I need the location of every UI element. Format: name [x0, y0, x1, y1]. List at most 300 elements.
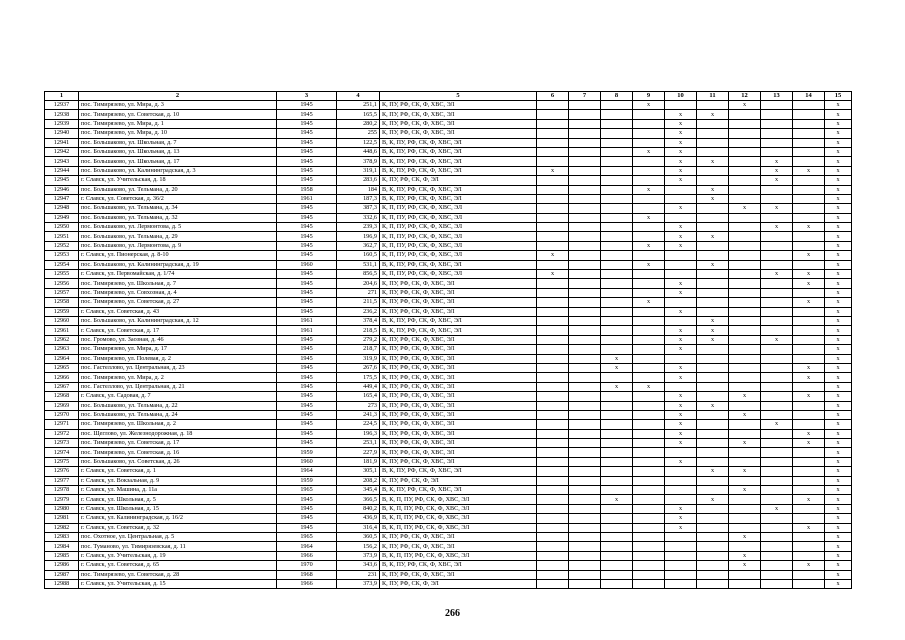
systems-cell: К, ПУ, РФ, СК, Ф, ХВС, ЭЛ — [380, 542, 537, 551]
mark-cell-col-13: x — [761, 335, 793, 344]
year-cell: 1945 — [277, 110, 337, 119]
mark-cell-col-6 — [537, 561, 569, 570]
systems-cell: В, К, ПУ, РФ, СК, Ф, ХВС, ЭЛ — [380, 157, 537, 166]
address-cell: г. Славск, ул. Советская, д. 65 — [79, 561, 277, 570]
mark-cell-col-7 — [569, 213, 601, 222]
year-cell: 1945 — [277, 401, 337, 410]
mark-cell-col-12: x — [729, 551, 761, 560]
mark-cell-col-14: x — [793, 523, 825, 532]
mark-cell-col-9: x — [633, 241, 665, 250]
mark-cell-col-14 — [793, 147, 825, 156]
row-number-cell: 12947 — [45, 194, 79, 203]
mark-cell-col-7 — [569, 101, 601, 110]
mark-cell-col-14 — [793, 514, 825, 523]
address-cell: пос. Тимирязево, ул. Мира, д. 17 — [79, 345, 277, 354]
address-cell: г. Славск, ул. Садовая, д. 7 — [79, 392, 277, 401]
row-number-cell: 12981 — [45, 514, 79, 523]
table-row — [45, 270, 852, 279]
row-number-cell: 12969 — [45, 401, 79, 410]
mark-cell-col-6 — [537, 514, 569, 523]
area-cell: 175,5 — [337, 373, 380, 382]
mark-cell-col-10: x — [665, 420, 697, 429]
mark-cell-col-15: x — [825, 373, 852, 382]
mark-cell-col-14 — [793, 176, 825, 185]
address-cell: пос. Большаково, ул. Советская, д. 26 — [79, 457, 277, 466]
mark-cell-col-9 — [633, 523, 665, 532]
mark-cell-col-14 — [793, 185, 825, 194]
mark-cell-col-7 — [569, 307, 601, 316]
mark-cell-col-14 — [793, 579, 825, 588]
mark-cell-col-6 — [537, 260, 569, 269]
mark-cell-col-13 — [761, 476, 793, 485]
year-cell: 1960 — [277, 260, 337, 269]
mark-cell-col-12 — [729, 382, 761, 391]
mark-cell-col-12 — [729, 542, 761, 551]
table-body — [45, 92, 852, 589]
table-row — [45, 147, 852, 156]
mark-cell-col-7 — [569, 514, 601, 523]
mark-cell-col-10 — [665, 532, 697, 541]
mark-cell-col-12 — [729, 523, 761, 532]
mark-cell-col-13 — [761, 363, 793, 372]
year-cell: 1945 — [277, 495, 337, 504]
mark-cell-col-6 — [537, 232, 569, 241]
area-cell: 251,1 — [337, 101, 380, 110]
mark-cell-col-6 — [537, 392, 569, 401]
mark-cell-col-15: x — [825, 176, 852, 185]
mark-cell-col-7 — [569, 185, 601, 194]
mark-cell-col-10 — [665, 194, 697, 203]
mark-cell-col-11 — [697, 138, 729, 147]
area-cell: 366,5 — [337, 495, 380, 504]
mark-cell-col-7 — [569, 363, 601, 372]
mark-cell-col-13 — [761, 316, 793, 325]
row-number-cell: 12970 — [45, 410, 79, 419]
mark-cell-col-8 — [601, 251, 633, 260]
header-cell: 12 — [729, 92, 761, 101]
mark-cell-col-7 — [569, 439, 601, 448]
mark-cell-col-8 — [601, 392, 633, 401]
mark-cell-col-13 — [761, 345, 793, 354]
mark-cell-col-11 — [697, 570, 729, 579]
mark-cell-col-10: x — [665, 392, 697, 401]
mark-cell-col-9 — [633, 514, 665, 523]
mark-cell-col-10 — [665, 570, 697, 579]
mark-cell-col-14: x — [793, 429, 825, 438]
address-cell: пос. Большаково, ул. Лермонтова, д. 5 — [79, 223, 277, 232]
mark-cell-col-6: x — [537, 166, 569, 175]
mark-cell-col-8 — [601, 157, 633, 166]
table-row — [45, 561, 852, 570]
mark-cell-col-13 — [761, 467, 793, 476]
mark-cell-col-11 — [697, 279, 729, 288]
mark-cell-col-11: x — [697, 110, 729, 119]
mark-cell-col-12 — [729, 260, 761, 269]
address-cell: пос. Громово, ул. Заозная, д. 46 — [79, 335, 277, 344]
year-cell: 1961 — [277, 194, 337, 203]
mark-cell-col-6 — [537, 138, 569, 147]
mark-cell-col-10 — [665, 476, 697, 485]
area-cell: 283,6 — [337, 176, 380, 185]
mark-cell-col-12 — [729, 288, 761, 297]
mark-cell-col-12 — [729, 119, 761, 128]
address-cell: пос. Тимирязево, ул. Мира, д. 10 — [79, 129, 277, 138]
mark-cell-col-9 — [633, 439, 665, 448]
row-number-cell: 12963 — [45, 345, 79, 354]
systems-cell: К, ПУ, РФ, СК, Ф, ХВС, ЭЛ — [380, 354, 537, 363]
table-row — [45, 326, 852, 335]
mark-cell-col-12 — [729, 194, 761, 203]
address-cell: г. Славск, ул. Учительская, д. 19 — [79, 551, 277, 560]
mark-cell-col-10: x — [665, 204, 697, 213]
mark-cell-col-8 — [601, 523, 633, 532]
header-cell: 3 — [277, 92, 337, 101]
area-cell: 227,9 — [337, 448, 380, 457]
mark-cell-col-15: x — [825, 467, 852, 476]
mark-cell-col-13 — [761, 551, 793, 560]
mark-cell-col-15: x — [825, 166, 852, 175]
mark-cell-col-10: x — [665, 129, 697, 138]
mark-cell-col-8 — [601, 561, 633, 570]
table-row — [45, 176, 852, 185]
mark-cell-col-12: x — [729, 532, 761, 541]
mark-cell-col-10 — [665, 467, 697, 476]
mark-cell-col-6 — [537, 147, 569, 156]
mark-cell-col-11: x — [697, 157, 729, 166]
area-cell: 280,2 — [337, 119, 380, 128]
mark-cell-col-8: x — [601, 382, 633, 391]
mark-cell-col-15: x — [825, 514, 852, 523]
mark-cell-col-15: x — [825, 579, 852, 588]
mark-cell-col-14 — [793, 476, 825, 485]
area-cell: 305,1 — [337, 467, 380, 476]
systems-cell: К, ПУ, РФ, СК, Ф, ХВС, ЭЛ — [380, 382, 537, 391]
mark-cell-col-9 — [633, 401, 665, 410]
year-cell: 1965 — [277, 532, 337, 541]
mark-cell-col-7 — [569, 204, 601, 213]
table-row — [45, 354, 852, 363]
table-row — [45, 129, 852, 138]
area-cell: 387,3 — [337, 204, 380, 213]
systems-cell: К, ПУ, РФ, СК, Ф, ХВС, ЭЛ — [380, 345, 537, 354]
row-number-cell: 12978 — [45, 486, 79, 495]
mark-cell-col-8 — [601, 410, 633, 419]
table-row — [45, 241, 852, 250]
table-row — [45, 138, 852, 147]
address-cell: пос. Большаково, ул. Тельмана, д. 29 — [79, 232, 277, 241]
mark-cell-col-7 — [569, 129, 601, 138]
row-number-cell: 12937 — [45, 101, 79, 110]
row-number-cell: 12980 — [45, 504, 79, 513]
mark-cell-col-7 — [569, 467, 601, 476]
header-cell: 11 — [697, 92, 729, 101]
table-row — [45, 467, 852, 476]
row-number-cell: 12982 — [45, 523, 79, 532]
mark-cell-col-15: x — [825, 119, 852, 128]
mark-cell-col-9 — [633, 316, 665, 325]
mark-cell-col-7 — [569, 457, 601, 466]
mark-cell-col-13 — [761, 354, 793, 363]
mark-cell-col-13 — [761, 579, 793, 588]
mark-cell-col-7 — [569, 420, 601, 429]
mark-cell-col-12 — [729, 504, 761, 513]
mark-cell-col-10: x — [665, 439, 697, 448]
mark-cell-col-8 — [601, 241, 633, 250]
address-cell: пос. Туманово, ул. Тимирязевская, д. 11 — [79, 542, 277, 551]
mark-cell-col-11 — [697, 251, 729, 260]
address-cell: г. Славск, ул. Вокзальная, д. 9 — [79, 476, 277, 485]
area-cell: 211,5 — [337, 298, 380, 307]
mark-cell-col-9 — [633, 532, 665, 541]
table-row — [45, 457, 852, 466]
mark-cell-col-11 — [697, 392, 729, 401]
year-cell: 1945 — [277, 251, 337, 260]
mark-cell-col-15: x — [825, 307, 852, 316]
mark-cell-col-8 — [601, 194, 633, 203]
table-row — [45, 392, 852, 401]
mark-cell-col-8: x — [601, 363, 633, 372]
systems-cell: В, К, ПУ, РФ, СК, Ф, ХВС, ЭЛ — [380, 486, 537, 495]
mark-cell-col-11 — [697, 486, 729, 495]
row-number-cell: 12988 — [45, 579, 79, 588]
mark-cell-col-10 — [665, 579, 697, 588]
table-row — [45, 523, 852, 532]
address-cell: г. Славск, ул. Учительская, д. 15 — [79, 579, 277, 588]
row-number-cell: 12964 — [45, 354, 79, 363]
year-cell: 1945 — [277, 439, 337, 448]
row-number-cell: 12948 — [45, 204, 79, 213]
mark-cell-col-11 — [697, 204, 729, 213]
mark-cell-col-7 — [569, 251, 601, 260]
systems-cell: К, П, ПУ, РФ, СК, Ф, ХВС, ЭЛ — [380, 232, 537, 241]
mark-cell-col-7 — [569, 260, 601, 269]
mark-cell-col-11 — [697, 457, 729, 466]
mark-cell-col-9 — [633, 410, 665, 419]
mark-cell-col-7 — [569, 166, 601, 175]
row-number-cell: 12984 — [45, 542, 79, 551]
mark-cell-col-11 — [697, 542, 729, 551]
area-cell: 218,5 — [337, 326, 380, 335]
area-cell: 122,5 — [337, 138, 380, 147]
mark-cell-col-7 — [569, 345, 601, 354]
mark-cell-col-9 — [633, 429, 665, 438]
mark-cell-col-6 — [537, 335, 569, 344]
systems-cell: В, К, П, ПУ, РФ, СК, Ф, ХВС, ЭЛ — [380, 514, 537, 523]
mark-cell-col-14 — [793, 232, 825, 241]
row-number-cell: 12966 — [45, 373, 79, 382]
mark-cell-col-6 — [537, 157, 569, 166]
mark-cell-col-15: x — [825, 392, 852, 401]
row-number-cell: 12942 — [45, 147, 79, 156]
area-cell: 267,6 — [337, 363, 380, 372]
mark-cell-col-14 — [793, 448, 825, 457]
mark-cell-col-10 — [665, 101, 697, 110]
mark-cell-col-8 — [601, 335, 633, 344]
mark-cell-col-8 — [601, 429, 633, 438]
header-cell: 7 — [569, 92, 601, 101]
systems-cell: В, К, ПУ, РФ, СК, Ф, ХВС, ЭЛ — [380, 326, 537, 335]
year-cell: 1945 — [277, 335, 337, 344]
mark-cell-col-7 — [569, 410, 601, 419]
mark-cell-col-14 — [793, 119, 825, 128]
mark-cell-col-14: x — [793, 298, 825, 307]
mark-cell-col-9 — [633, 486, 665, 495]
mark-cell-col-12: x — [729, 392, 761, 401]
mark-cell-col-8 — [601, 101, 633, 110]
table-row — [45, 101, 852, 110]
mark-cell-col-8 — [601, 288, 633, 297]
area-cell: 224,5 — [337, 420, 380, 429]
year-cell: 1965 — [277, 486, 337, 495]
table-row — [45, 382, 852, 391]
mark-cell-col-13 — [761, 101, 793, 110]
year-cell: 1945 — [277, 420, 337, 429]
address-cell: пос. Тимирязево, ул. Советская, д. 17 — [79, 439, 277, 448]
systems-cell: К, ПУ, РФ, СК, Ф, ХВС, ЭЛ — [380, 392, 537, 401]
mark-cell-col-9 — [633, 138, 665, 147]
mark-cell-col-14 — [793, 335, 825, 344]
mark-cell-col-12 — [729, 495, 761, 504]
systems-cell: В, К, ПУ, РФ, СК, Ф, ХВС, ЭЛ — [380, 194, 537, 203]
row-number-cell: 12959 — [45, 307, 79, 316]
mark-cell-col-9 — [633, 448, 665, 457]
mark-cell-col-9 — [633, 232, 665, 241]
mark-cell-col-14 — [793, 260, 825, 269]
address-cell: пос. Тимирязево, ул. Школьная, д. 2 — [79, 420, 277, 429]
area-cell: 156,2 — [337, 542, 380, 551]
area-cell: 253,1 — [337, 439, 380, 448]
mark-cell-col-8 — [601, 514, 633, 523]
mark-cell-col-14 — [793, 204, 825, 213]
mark-cell-col-8 — [601, 420, 633, 429]
year-cell: 1945 — [277, 279, 337, 288]
mark-cell-col-6 — [537, 288, 569, 297]
table-row — [45, 532, 852, 541]
mark-cell-col-8 — [601, 138, 633, 147]
mark-cell-col-7 — [569, 354, 601, 363]
mark-cell-col-13 — [761, 326, 793, 335]
mark-cell-col-15: x — [825, 157, 852, 166]
mark-cell-col-6: x — [537, 270, 569, 279]
systems-cell: К, ПУ, РФ, СК, Ф, ХВС, ЭЛ — [380, 110, 537, 119]
systems-cell: К, П, ПУ, РФ, СК, Ф, ХВС, ЭЛ — [380, 223, 537, 232]
row-number-cell: 12949 — [45, 213, 79, 222]
systems-cell: К, ПУ, РФ, СК, Ф, ХВС, ЭЛ — [380, 298, 537, 307]
mark-cell-col-10: x — [665, 457, 697, 466]
mark-cell-col-15: x — [825, 326, 852, 335]
mark-cell-col-11 — [697, 551, 729, 560]
mark-cell-col-12 — [729, 166, 761, 175]
table-row — [45, 213, 852, 222]
table-row — [45, 279, 852, 288]
mark-cell-col-14 — [793, 504, 825, 513]
mark-cell-col-12 — [729, 448, 761, 457]
mark-cell-col-15: x — [825, 251, 852, 260]
row-number-cell: 12972 — [45, 429, 79, 438]
address-cell: пос. Тимирязево, ул. Полевая, д. 2 — [79, 354, 277, 363]
area-cell: 273 — [337, 401, 380, 410]
area-cell: 319,9 — [337, 354, 380, 363]
address-cell: пос. Большаково, ул. Школьная, д. 13 — [79, 147, 277, 156]
mark-cell-col-11: x — [697, 495, 729, 504]
mark-cell-col-9 — [633, 129, 665, 138]
address-cell: пос. Тимирязево, ул. Школьная, д. 7 — [79, 279, 277, 288]
mark-cell-col-9 — [633, 570, 665, 579]
mark-cell-col-14: x — [793, 166, 825, 175]
table-row — [45, 194, 852, 203]
table-row — [45, 298, 852, 307]
mark-cell-col-10: x — [665, 119, 697, 128]
mark-cell-col-10: x — [665, 279, 697, 288]
year-cell: 1945 — [277, 288, 337, 297]
address-cell: пос. Тимирязево, ул. Советская, д. 27 — [79, 298, 277, 307]
mark-cell-col-15: x — [825, 476, 852, 485]
mark-cell-col-9: x — [633, 185, 665, 194]
mark-cell-col-6 — [537, 110, 569, 119]
mark-cell-col-15: x — [825, 561, 852, 570]
mark-cell-col-12 — [729, 279, 761, 288]
systems-cell: К, ПУ, РФ, СК, Ф, ХВС, ЭЛ — [380, 363, 537, 372]
header-cell: 2 — [79, 92, 277, 101]
mark-cell-col-6 — [537, 457, 569, 466]
address-cell: пос. Большаково, ул. Тельмана, д. 22 — [79, 401, 277, 410]
mark-cell-col-15: x — [825, 129, 852, 138]
mark-cell-col-13 — [761, 495, 793, 504]
mark-cell-col-11 — [697, 119, 729, 128]
mark-cell-col-12 — [729, 335, 761, 344]
mark-cell-col-13 — [761, 251, 793, 260]
mark-cell-col-12 — [729, 138, 761, 147]
header-cell: 4 — [337, 92, 380, 101]
mark-cell-col-9 — [633, 326, 665, 335]
area-cell: 840,2 — [337, 504, 380, 513]
mark-cell-col-9 — [633, 335, 665, 344]
mark-cell-col-13 — [761, 194, 793, 203]
systems-cell: В, К, ПУ, РФ, СК, Ф, ХВС, ЭЛ — [380, 316, 537, 325]
mark-cell-col-12 — [729, 129, 761, 138]
mark-cell-col-13 — [761, 185, 793, 194]
table-row — [45, 448, 852, 457]
systems-cell: К, ПУ, РФ, СК, Ф, ХВС, ЭЛ — [380, 401, 537, 410]
mark-cell-col-12: x — [729, 101, 761, 110]
mark-cell-col-14 — [793, 307, 825, 316]
mark-cell-col-6 — [537, 307, 569, 316]
mark-cell-col-9 — [633, 476, 665, 485]
mark-cell-col-8: x — [601, 495, 633, 504]
address-cell: г. Славск, ул. Машина, д. 11а — [79, 486, 277, 495]
mark-cell-col-6 — [537, 363, 569, 372]
mark-cell-col-9: x — [633, 382, 665, 391]
mark-cell-col-14 — [793, 457, 825, 466]
mark-cell-col-6 — [537, 185, 569, 194]
mark-cell-col-11: x — [697, 467, 729, 476]
year-cell: 1945 — [277, 223, 337, 232]
mark-cell-col-8 — [601, 476, 633, 485]
area-cell: 316,4 — [337, 523, 380, 532]
systems-cell: К, П, ПУ, РФ, СК, Ф, ХВС, ЭЛ — [380, 213, 537, 222]
mark-cell-col-9: x — [633, 298, 665, 307]
mark-cell-col-11: x — [697, 401, 729, 410]
year-cell: 1945 — [277, 429, 337, 438]
table-row — [45, 166, 852, 175]
mark-cell-col-11 — [697, 514, 729, 523]
header-cell: 8 — [601, 92, 633, 101]
address-cell: пос. Большаково, ул. Лермонтова, д. 9 — [79, 241, 277, 250]
address-cell: пос. Большаково, ул. Калининградская, д. 3 — [79, 166, 277, 175]
mark-cell-col-10: x — [665, 138, 697, 147]
row-number-cell: 12965 — [45, 363, 79, 372]
mark-cell-col-10 — [665, 495, 697, 504]
